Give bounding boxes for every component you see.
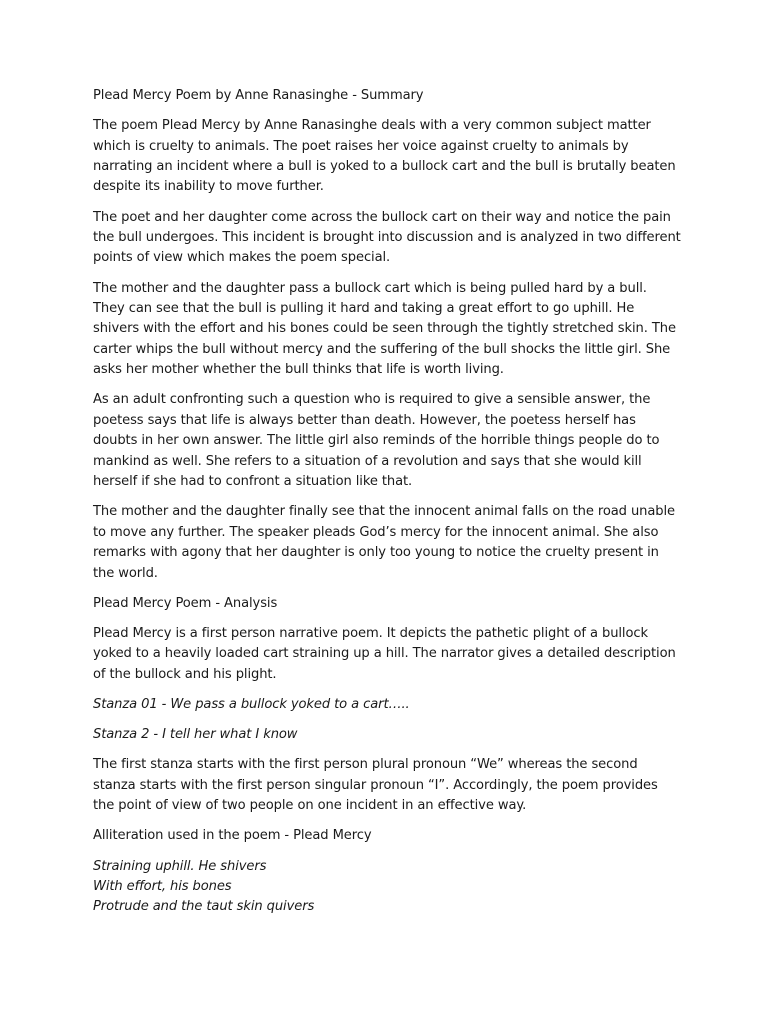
document-page bbox=[93, 86, 681, 928]
summary-paragraph-1: The poem Plead Mercy by Anne Ranasinghe deals with a very common subject matter which is cruelty to animals. The poet raises her voice against cruelty to animals by narrating an incident where a bull is yoked to a bullock cart and the bull is brutally beaten despite its inability to move further. bbox=[93, 118, 676, 195]
stanza-paragraph: The first stanza starts with the first person plural pronoun “We” whereas the second stanza starts with the first person singular pronoun “I”. Accordingly, the poem provides the point of view of two people on one incident in an effective way. bbox=[93, 757, 658, 814]
summary-paragraph-4: As an adult confronting such a question who is required to give a sensible answer, the poetess says that life is always better than death. However, the poetess herself has doubts in her own answer. The little girl also reminds of the horrible things people do to mankind as well. She refers to a situation of a revolution and says that she would kill herself if she had to confront a situation like that. bbox=[93, 392, 660, 490]
summary-paragraph-3: The mother and the daughter pass a bullock cart which is being pulled hard by a bull. They can see that the bull is pulling it hard and taking a great effort to go uphill. He shivers with the effort and his bones could be seen through the tightly stretched skin. The carter whips the bull without mercy and the suffering of the bull shocks the little girl. She asks her mother whether the bull thinks that life is worth living. bbox=[93, 280, 676, 378]
summary-paragraph-5: The mother and the daughter finally see that the innocent animal falls on the road unable to move any further. The speaker pleads God’s mercy for the innocent animal. She also remarks with agony that her daughter is only too young to notice the cruelty present in the world. bbox=[93, 504, 675, 581]
poem-quote-line: With effort, his bones bbox=[93, 878, 232, 894]
stanza-1-line: Stanza 01 - We pass a bullock yoked to a cart….. bbox=[93, 696, 410, 712]
poem-quote-line: Protrude and the taut skin quivers bbox=[93, 899, 315, 915]
summary-paragraph-2: The poet and her daughter come across the bullock cart on their way and notice the pain the bull undergoes. This incident is brought into discussion and is analyzed in two different points of view which makes the poem special. bbox=[93, 209, 681, 266]
stanza-2-line: Stanza 2 - I tell her what I know bbox=[93, 727, 298, 743]
analysis-paragraph: Plead Mercy is a first person narrative poem. It depicts the pathetic plight of a bullock yoked to a heavily loaded cart straining up a hill. The narrator gives a detailed description of the bullock and his plight. bbox=[93, 625, 676, 682]
alliteration-heading: Alliteration used in the poem - Plead Mercy bbox=[93, 828, 372, 844]
poem-quote-line: Straining uphill. He shivers bbox=[93, 858, 267, 874]
document-title: Plead Mercy Poem by Anne Ranasinghe - Summary bbox=[93, 88, 424, 103]
analysis-heading: Plead Mercy Poem - Analysis bbox=[93, 595, 278, 611]
poem-quote bbox=[93, 857, 681, 918]
